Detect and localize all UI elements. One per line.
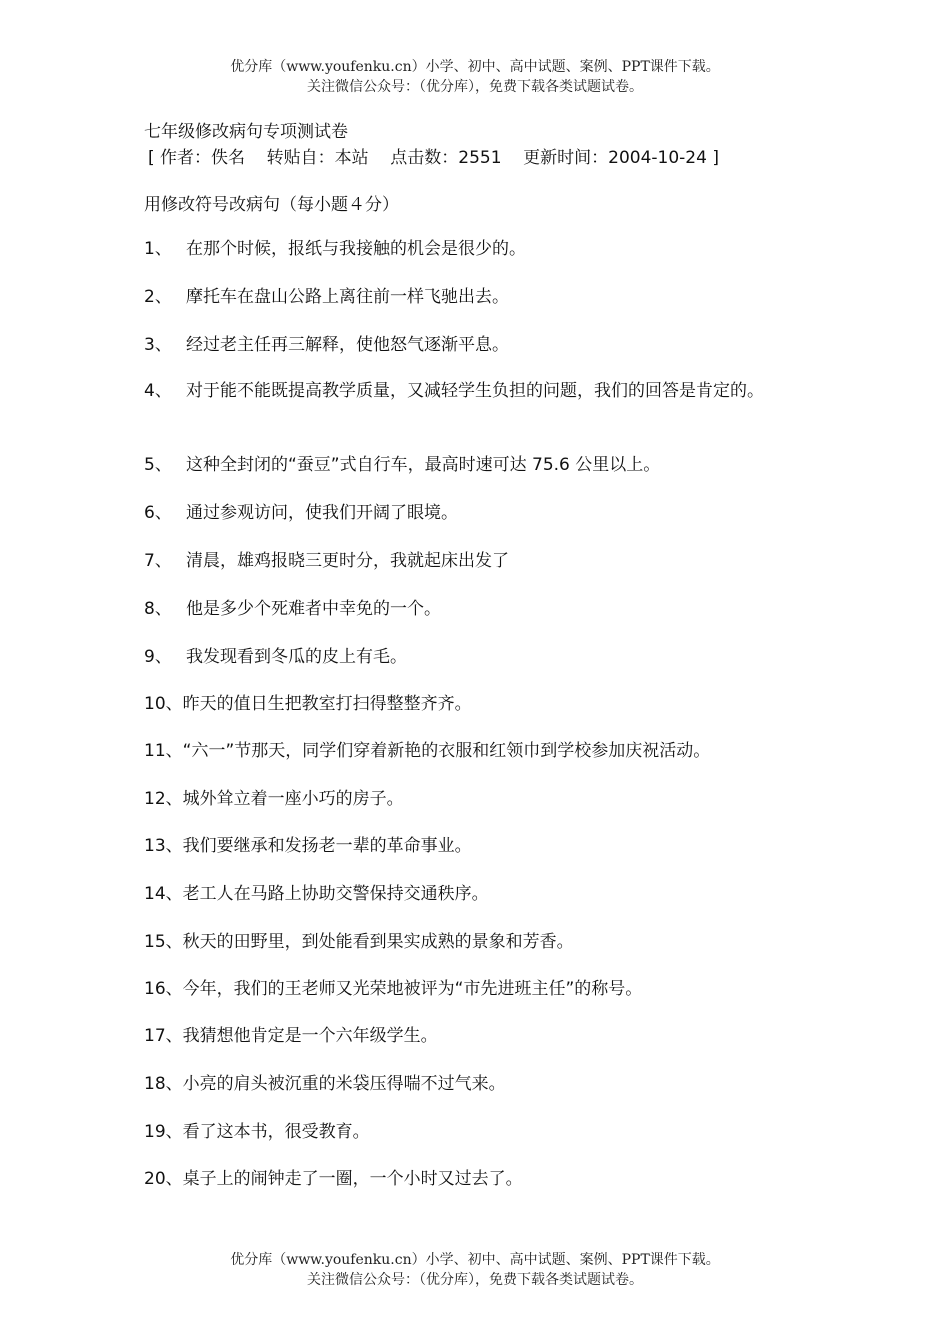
question-number: 7、: [144, 551, 172, 571]
question-text: 对于能不能既提高教学质量，又减轻学生负担的问题，我们的回答是肯定的。: [186, 381, 764, 401]
question-number: 13、: [144, 836, 183, 856]
question-number: 20、: [144, 1169, 183, 1189]
question-number: 5、: [144, 455, 172, 475]
question-number: 12、: [144, 789, 183, 809]
question-item: [144, 691, 809, 717]
question-text: 城外耸立着一座小巧的房子。: [182, 789, 404, 809]
footer-line-1: 优分库（www.youfenku.cn）小学、初中、高中试题、案例、PPT课件下载。: [230, 1252, 720, 1268]
question-item: [144, 786, 809, 812]
question-number: 16、: [144, 979, 183, 999]
instruction: 用修改符号改病句（每小题４分）: [144, 195, 399, 215]
question-number: 10、: [144, 694, 183, 714]
header-line-1: 优分库（www.youfenku.cn）小学、初中、高中试题、案例、PPT课件下载。: [230, 59, 720, 75]
question-item: [144, 1119, 809, 1145]
question-number: 15、: [144, 932, 183, 952]
question-item: [144, 738, 809, 764]
question-text: 我发现看到冬瓜的皮上有毛。: [186, 647, 407, 667]
question-text: 通过参观访问，使我们开阔了眼境。: [186, 503, 458, 523]
question-text: 我猜想他肯定是一个六年级学生。: [182, 1026, 438, 1046]
question-text: 这种全封闭的“蚕豆”式自行车，最高时速可达 75.6 公里以上。: [186, 455, 661, 475]
question-text: 秋天的田野里，到处能看到果实成熟的景象和芳香。: [182, 932, 574, 952]
question-item: [144, 929, 809, 955]
question-text: 昨天的值日生把教室打扫得整整齐齐。: [182, 694, 472, 714]
question-item: [144, 378, 809, 404]
footer-line-2: 关注微信公众号：（优分库），免费下载各类试题试卷。: [307, 1272, 643, 1288]
question-item: [144, 548, 809, 574]
question-number: 1、: [144, 239, 172, 259]
question-text: 桌子上的闹钟走了一圈，一个小时又过去了。: [182, 1169, 523, 1189]
question-number: 14、: [144, 884, 183, 904]
question-text: 清晨，雄鸡报晓三更时分，我就起床出发了: [186, 551, 509, 571]
question-text: 他是多少个死难者中幸免的一个。: [186, 599, 441, 619]
question-number: 11、: [144, 741, 183, 761]
question-text: 摩托车在盘山公路上离往前一样飞驰出去。: [186, 287, 509, 307]
question-text: 经过老主任再三解释，使他怒气逐渐平息。: [186, 335, 509, 355]
question-item: [144, 596, 809, 622]
question-text: 看了这本书，很受教育。: [182, 1122, 370, 1142]
question-text: 我们要继承和发扬老一辈的革命事业。: [182, 836, 472, 856]
question-item: [144, 833, 809, 859]
question-number: 18、: [144, 1074, 183, 1094]
question-number: 2、: [144, 287, 172, 307]
document-title: 七年级修改病句专项测试卷: [144, 122, 348, 142]
question-item: [144, 1023, 809, 1049]
question-item: [144, 284, 809, 310]
question-text: “六一”节那天，同学们穿着新艳的衣服和红领巾到学校参加庆祝活动。: [182, 741, 711, 761]
question-number: 4、: [144, 381, 172, 401]
question-number: 9、: [144, 647, 172, 667]
question-text: 小亮的肩头被沉重的米袋压得喘不过气来。: [182, 1074, 506, 1094]
question-number: 8、: [144, 599, 172, 619]
question-text: 老工人在马路上协助交警保持交通秩序。: [182, 884, 489, 904]
document-meta: [ 作者：佚名 转贴自：本站 点击数：2551 更新时间：2004-10-24 ]: [148, 148, 719, 168]
question-item: [144, 332, 809, 358]
question-item: [144, 881, 809, 907]
question-number: 3、: [144, 335, 172, 355]
question-item: [144, 500, 809, 526]
question-number: 6、: [144, 503, 172, 523]
question-item: [144, 1166, 809, 1192]
question-item: [144, 236, 809, 262]
question-number: 19、: [144, 1122, 183, 1142]
header-line-2: 关注微信公众号：（优分库），免费下载各类试题试卷。: [307, 79, 643, 95]
question-item: [144, 452, 809, 478]
question-item: [144, 644, 809, 670]
question-item: [144, 976, 809, 1002]
question-text: 今年，我们的王老师又光荣地被评为“市先进班主任”的称号。: [182, 979, 643, 999]
question-number: 17、: [144, 1026, 183, 1046]
question-item: [144, 1071, 809, 1097]
question-text: 在那个时候，报纸与我接触的机会是很少的。: [186, 239, 526, 259]
